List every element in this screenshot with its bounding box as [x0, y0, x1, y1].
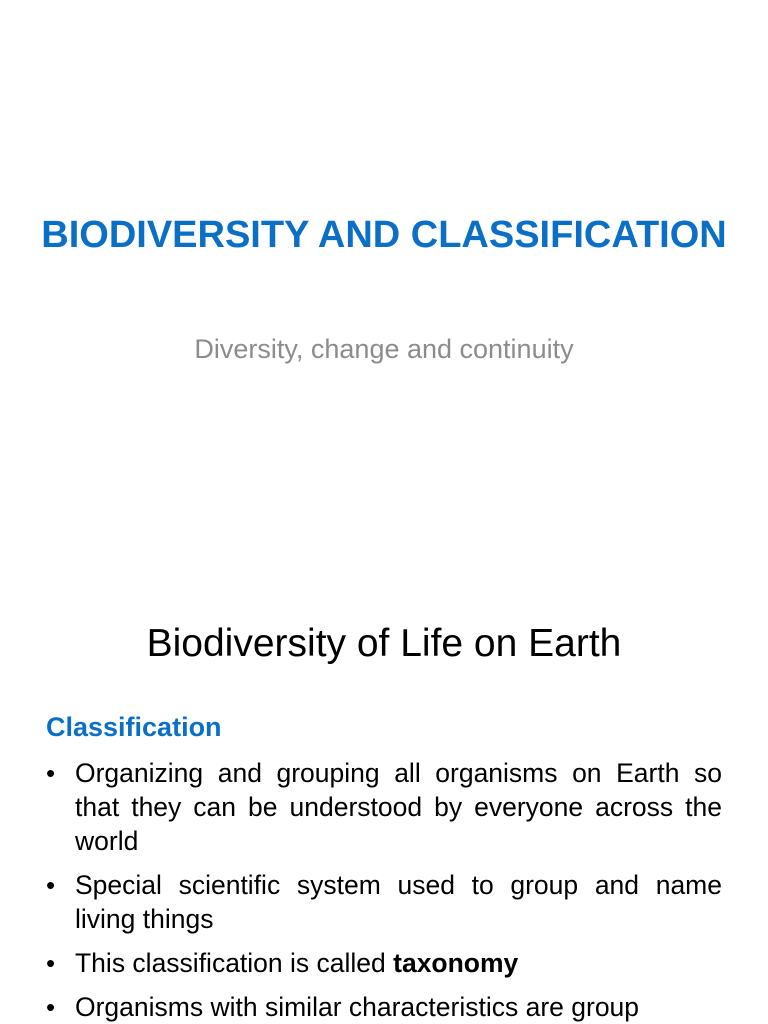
slide-1-title: BIODIVERSITY AND CLASSIFICATION	[41, 214, 727, 256]
section-heading: Classification	[46, 712, 222, 742]
taxonomy-term: taxonomy	[393, 948, 519, 978]
slide-2	[0, 576, 768, 1024]
bullet-text: This classification is called	[75, 948, 394, 978]
bullet-icon: •	[46, 758, 56, 788]
bullet-item	[46, 946, 722, 980]
bullet-icon: •	[46, 870, 56, 900]
bullet-text: Special scientific system used to group and name living things	[75, 870, 722, 934]
bullet-text: Organisms with similar characteristics are group	[75, 992, 640, 1022]
bullet-item	[46, 868, 722, 936]
slide-1-subtitle: Diversity, change and continuity	[194, 334, 574, 364]
bullet-list	[46, 756, 722, 1024]
bullet-text: Organizing and grouping all organisms on Earth so that they can be understood by everyone across the world	[75, 758, 722, 856]
bullet-item	[46, 756, 722, 858]
slide-2-title: Biodiversity of Life on Earth	[146, 622, 622, 665]
bullet-icon: •	[46, 992, 56, 1022]
bullet-item	[46, 990, 722, 1024]
bullet-icon: •	[46, 948, 56, 978]
